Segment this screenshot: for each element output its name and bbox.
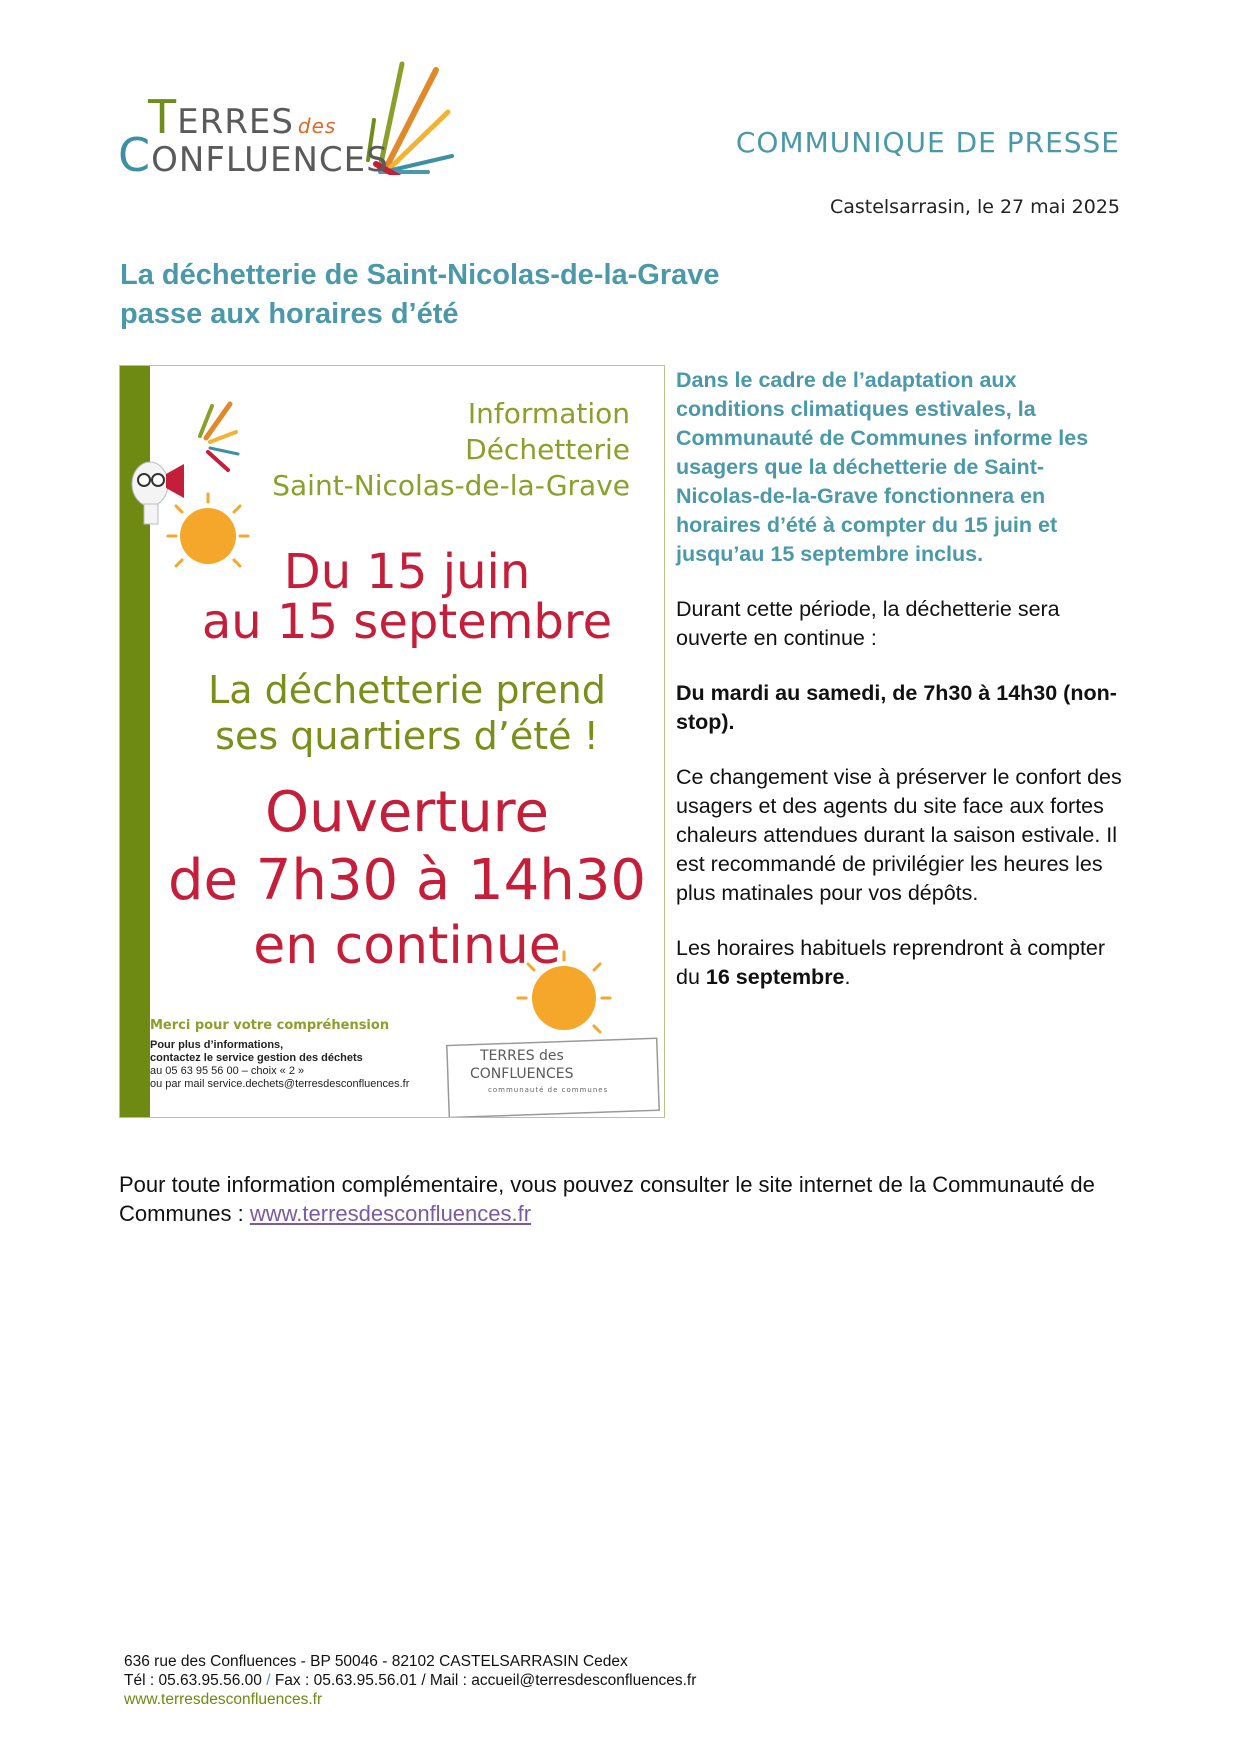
- poster-opening-2: de 7h30 à 14h30: [167, 848, 647, 913]
- poster-info-subtitle: Déchetterie: [465, 433, 630, 466]
- poster-info-location: Saint-Nicolas-de-la-Grave: [272, 469, 630, 502]
- logo-confluences-text: CONFLUENCES: [118, 128, 389, 182]
- poster-more-info-2: contactez le service gestion des déchets: [150, 1052, 363, 1064]
- period-paragraph: Durant cette période, la déchetterie sera ouverte en continue :: [676, 597, 1060, 650]
- headline: [120, 256, 880, 334]
- poster-more-info-1: Pour plus d’informations,: [150, 1039, 284, 1051]
- more-info-paragraph: Pour toute information complémentaire, vous pouvez consulter le site internet de la Communauté de Communes : www.terresdesconfluences.fr: [119, 1172, 1095, 1226]
- intro-paragraph: Dans le cadre de l’adaptation aux conditions climatiques estivales, la Communauté de Communes informe les usagers que la déchetterie de Saint-Nicolas-de-la-Grave fonctionnera en horaires d’été à compter du 15 juin et jusqu’au 15 septembre inclus.: [676, 368, 1089, 566]
- headline-line-1: La déchetterie de Saint-Nicolas-de-la-Grave: [120, 259, 720, 291]
- megaphone-rays-icon: [200, 404, 238, 470]
- headline-line-2: passe aux horaires d’été: [120, 298, 459, 330]
- poster-date-from: Du 15 juin: [283, 544, 531, 600]
- poster-image: [119, 365, 665, 1118]
- poster-logo-line-1: TERRES des: [480, 1048, 564, 1064]
- poster-thanks: Merci pour votre compréhension: [150, 1018, 390, 1033]
- press-release-label: COMMUNIQUE DE PRESSE: [735, 126, 1120, 159]
- website-link[interactable]: www.terresdesconfluences.fr: [249, 1201, 532, 1226]
- address-website[interactable]: www.terresdesconfluences.fr: [124, 1691, 323, 1708]
- body-text: [676, 366, 1126, 1018]
- poster-phone: au 05 63 95 56 00 – choix « 2 »: [150, 1065, 305, 1077]
- poster-tagline-2: ses quartiers d’été !: [215, 714, 599, 758]
- poster-logo: [450, 1046, 625, 1106]
- terres-des-confluences-logo: [118, 60, 458, 182]
- reason-paragraph: Ce changement vise à préserver le confort des usagers et des agents du site face aux fortes chaleurs attendues durant la saison estivale. Il est recommandé de privilégier les heures les plus matinales pour vos dépôts.: [676, 765, 1122, 905]
- poster-opening-1: Ouverture: [265, 780, 549, 845]
- date-line: Castelsarrasin, le 27 mai 2025: [829, 196, 1120, 218]
- resume-date: 16 septembre: [705, 965, 845, 989]
- resume-paragraph: Les horaires habituels reprendront à compter du 16 septembre.: [676, 936, 1106, 989]
- poster-logo-line-2: CONFLUENCES: [470, 1066, 574, 1082]
- poster-logo-subtitle: communauté de communes: [488, 1086, 609, 1094]
- hours-paragraph: Du mardi au samedi, de 7h30 à 14h30 (non-stop).: [676, 681, 1117, 734]
- poster-date-to: au 15 septembre: [201, 594, 613, 650]
- address-line: 636 rue des Confluences - BP 50046 - 82102 CASTELSARRASIN Cedex: [124, 1653, 628, 1670]
- poster-tagline-1: La déchetterie prend: [208, 668, 606, 712]
- address-block: [124, 1652, 696, 1709]
- poster-info-title: Information: [467, 397, 630, 430]
- poster-mail: ou par mail service.dechets@terresdesconfluences.fr: [150, 1078, 410, 1090]
- poster-opening-3: en continue: [253, 916, 561, 976]
- contact-line: Tél : 05.63.95.56.00 / Fax : 05.63.95.56.01 / Mail : accueil@terresdesconfluences.fr: [124, 1672, 697, 1689]
- mascot-icon: [132, 462, 184, 524]
- logo-terres-text: TERRES des: [148, 90, 337, 144]
